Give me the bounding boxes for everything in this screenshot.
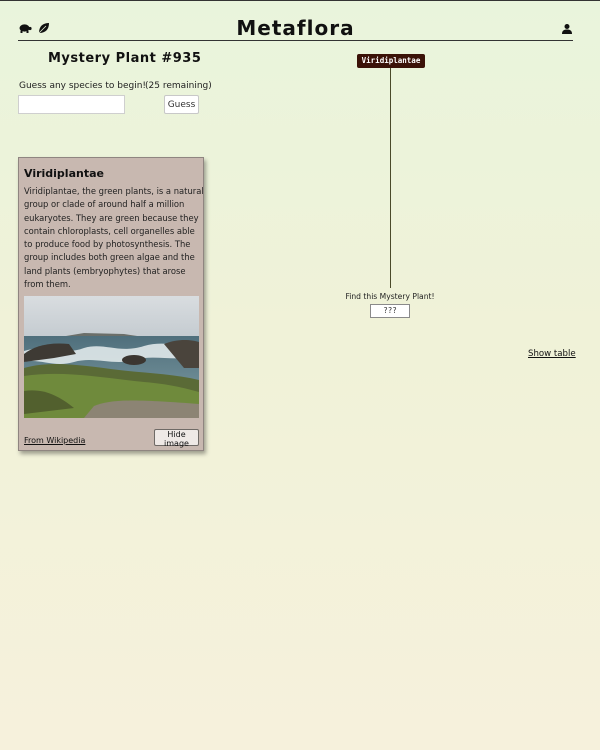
- card-title: Viridiplantae: [24, 167, 104, 180]
- guess-button[interactable]: Guess: [164, 95, 199, 114]
- tree-branch-line: [390, 67, 391, 288]
- guess-prompt: Guess any species to begin!: [19, 81, 147, 91]
- remaining-count: (25 remaining): [145, 81, 212, 91]
- hide-image-button[interactable]: Hide image: [154, 429, 199, 446]
- taxon-node-root[interactable]: Viridiplantae: [357, 54, 425, 68]
- site-header: [18, 18, 573, 41]
- find-mystery-label: Find this Mystery Plant!: [345, 292, 435, 301]
- show-table-link[interactable]: Show table: [528, 349, 576, 359]
- wikipedia-link[interactable]: From Wikipedia: [24, 436, 86, 445]
- species-search-input[interactable]: [18, 95, 125, 114]
- card-description: Viridiplantae, the green plants, is a natural group or clade of around half a million eukaryotes. They are green because they contain chloroplasts, cell organelles able to produce food by photosynthesis. The group includes both green algae and the land plants (embryophytes) that arose from them.: [24, 186, 204, 290]
- coast-photo: [24, 296, 199, 418]
- mystery-node: ???: [370, 304, 410, 318]
- user-icon[interactable]: [561, 23, 573, 35]
- top-border: [0, 0, 600, 1]
- site-title: Metaflora: [236, 16, 355, 40]
- taxon-info-card: [18, 157, 204, 451]
- game-title: Mystery Plant #935: [48, 51, 202, 66]
